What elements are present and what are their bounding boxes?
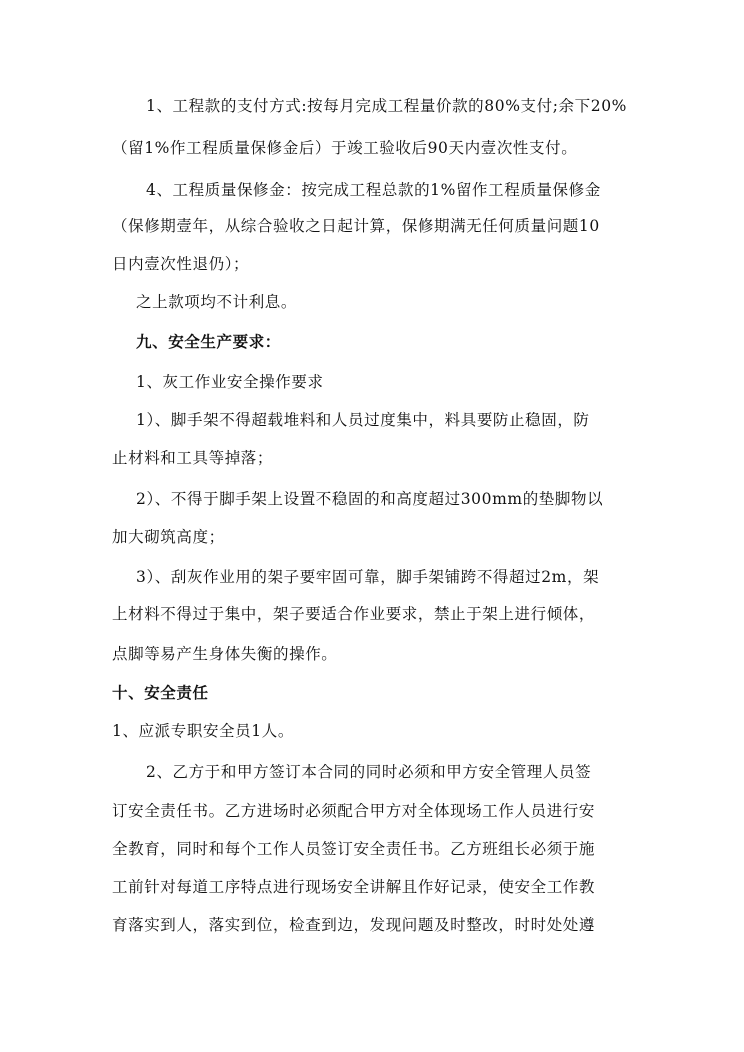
para-line-2: （留1%作工程质量保修金后）于竣工验收后90天内壹次性支付。	[112, 139, 578, 157]
para-line-8: 1、灰工作业安全操作要求	[136, 373, 324, 391]
para-line-5: 日内壹次性退仍）；	[112, 255, 250, 273]
para-line-15: 点脚等易产生身体失衡的操作。	[112, 645, 338, 663]
para-line-22: 育落实到人，落实到位，检查到边，发现问题及时整改，时时处处遵	[112, 916, 596, 934]
para-line-14: 上材料不得过于集中，架子要适合作业要求，禁止于架上进行倾体，	[112, 605, 596, 623]
para-line-10: 止材料和工具等掉落；	[112, 449, 274, 467]
para-line-1: 1、工程款的支付方式:按每月完成工程量价款的80%支付;余下20%	[146, 97, 628, 115]
para-line-17: 1、应派专职安全员1人。	[112, 722, 294, 740]
para-line-20: 全教育，同时和每个工作人员签订安全责任书。乙方班组长必须于施	[112, 840, 596, 858]
para-line-19: 订安全责任书。乙方进场时必须配合甲方对全体现场工作人员进行安	[112, 802, 596, 820]
para-line-18: 2、乙方于和甲方签订本合同的同时必须和甲方安全管理人员签	[146, 763, 592, 781]
section-heading-10: 十、安全责任	[112, 683, 209, 702]
para-line-4: （保修期壹年，从综合验收之日起计算，保修期满无任何质量问题10	[112, 217, 600, 235]
para-line-13: 3）、刮灰作业用的架子要牢固可靠，脚手架铺跨不得超过2m，架	[136, 568, 600, 586]
para-line-11: 2）、不得于脚手架上设置不稳固的和高度超过300mm的垫脚物以	[136, 490, 604, 508]
para-line-12: 加大砌筑高度；	[112, 528, 225, 546]
para-line-3: 4、工程质量保修金：按完成工程总款的1%留作工程质量保修金	[146, 181, 601, 199]
para-line-21: 工前针对每道工序特点进行现场安全讲解且作好记录，使安全工作教	[112, 878, 596, 896]
para-line-9: 1）、脚手架不得超载堆料和人员过度集中，料具要防止稳固，防	[136, 411, 590, 429]
para-line-6: 之上款项均不计利息。	[136, 293, 298, 311]
section-heading-9: 九、安全生产要求：	[136, 332, 281, 351]
